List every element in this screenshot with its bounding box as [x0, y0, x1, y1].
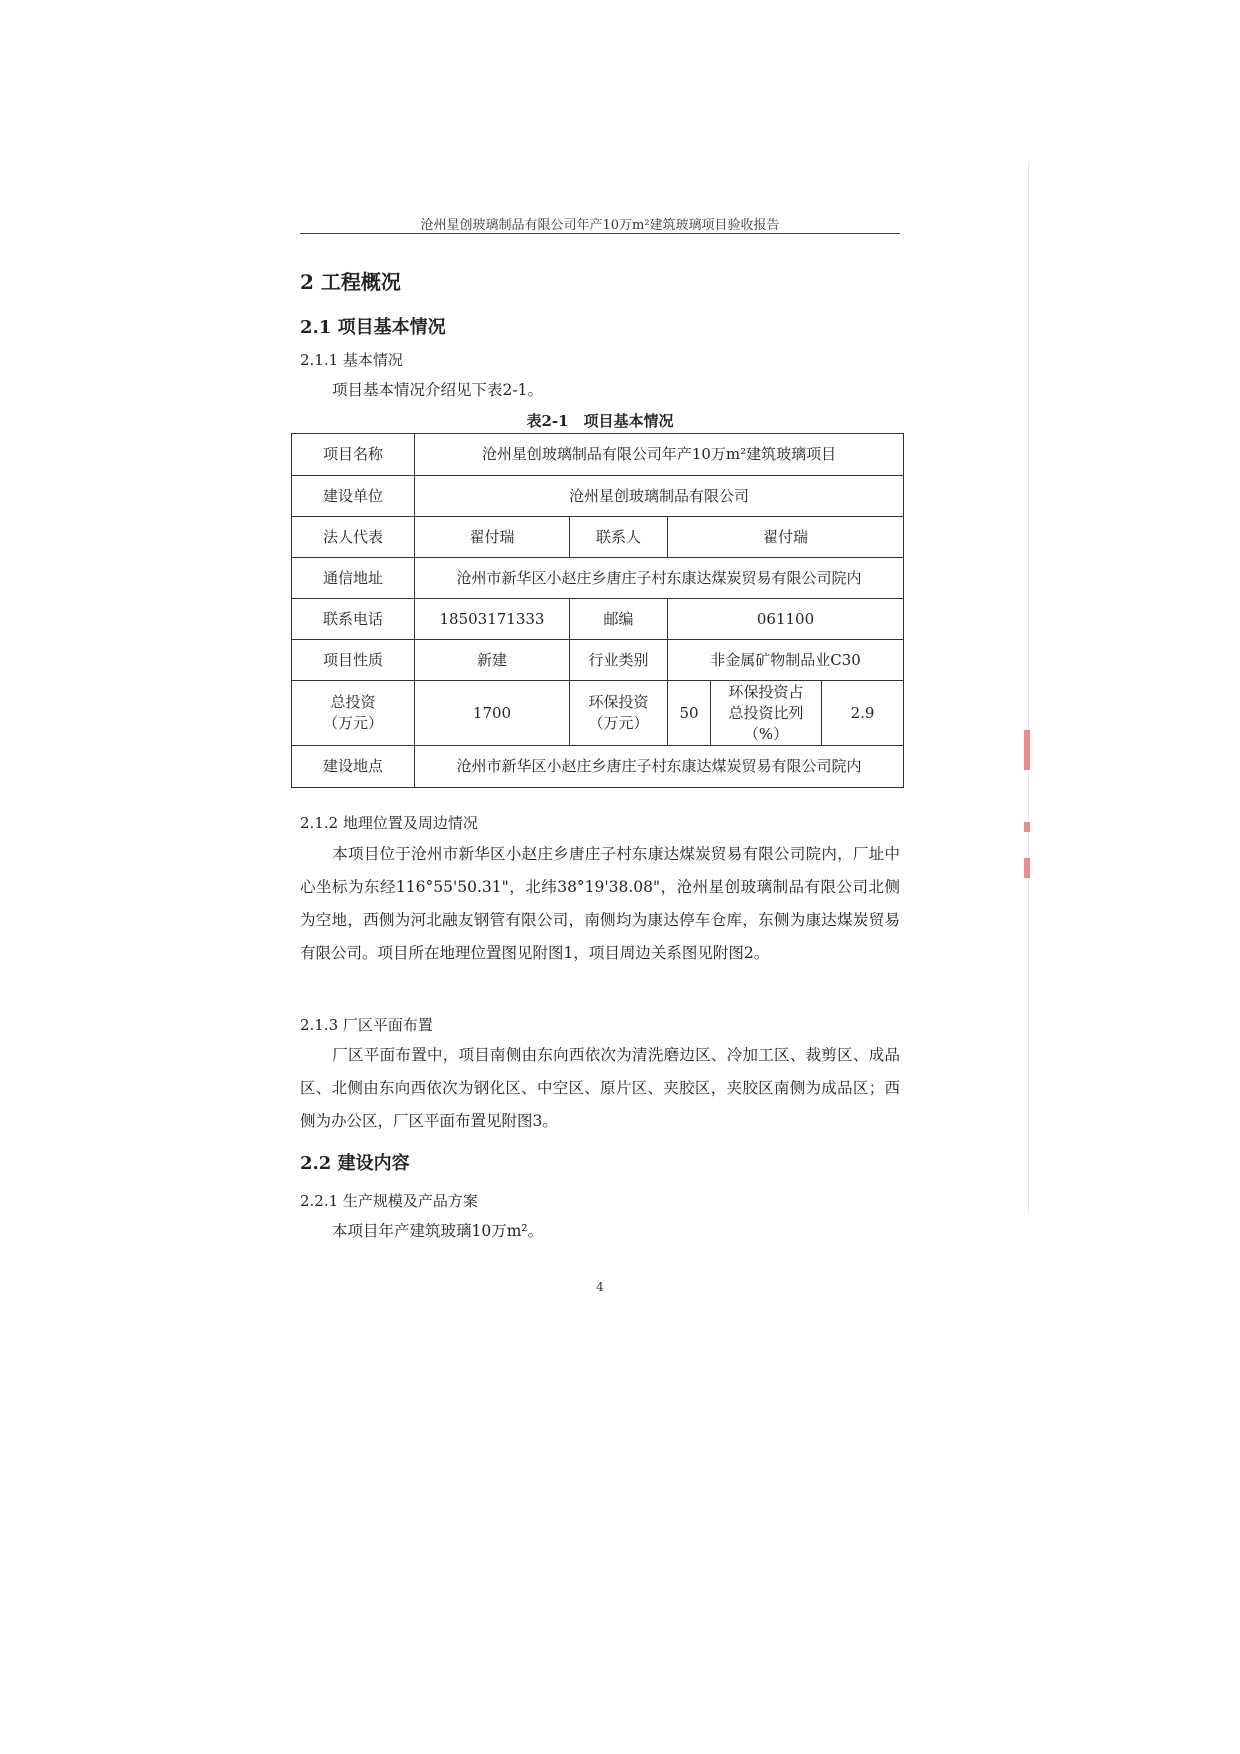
- project-name-value: 沧州星创玻璃制品有限公司年产10万m²建筑玻璃项目: [415, 434, 904, 476]
- ratio-label-line-3: （%）: [743, 724, 789, 743]
- running-header: 沧州星创玻璃制品有限公司年产10万m²建筑玻璃项目验收报告: [420, 218, 780, 233]
- header-rule: [300, 233, 900, 234]
- section-2-heading: 2 工程概况: [300, 270, 401, 294]
- section-2-1-heading: 2.1 项目基本情况: [300, 317, 446, 338]
- scan-edge-line: [1028, 162, 1029, 1212]
- total-invest-label: [292, 681, 415, 746]
- industry-value: 非金属矿物制品业C30: [668, 640, 904, 681]
- table-row: [292, 517, 904, 558]
- env-invest-value: 50: [668, 681, 711, 746]
- builder-label: 建设单位: [292, 476, 415, 517]
- intro-paragraph: [300, 374, 900, 407]
- address-label: 通信地址: [292, 558, 415, 599]
- section-2-1-2-heading: 2.1.2 地理位置及周边情况: [300, 814, 478, 832]
- project-info-table: [291, 433, 904, 788]
- total-invest-label-line-2: （万元）: [322, 714, 383, 732]
- total-invest-value: 1700: [415, 681, 570, 746]
- section-2-2-1-heading: 2.2.1 生产规模及产品方案: [300, 1192, 478, 1210]
- section-2-1-3-heading: 2.1.3 厂区平面布置: [300, 1016, 433, 1034]
- contact-label: 联系人: [570, 517, 668, 558]
- location-text: 本项目位于沧州市新华区小赵庄乡唐庄子村东康达煤炭贸易有限公司院内，厂址中心坐标为东经116°55'50.31"，北纬38°19'38.08"，沧州星创玻璃制品有限公司北侧为空地，西侧为河北融友钢管有限公司，南侧均为康达停车仓库，东侧为康达煤炭贸易有限公司。项目所在地理位置图见附图1，项目周边关系图见附图2。: [300, 845, 900, 962]
- table-row: [292, 476, 904, 517]
- table-row: [292, 681, 904, 746]
- location-paragraph: [300, 838, 900, 970]
- project-name-label: 项目名称: [292, 434, 415, 476]
- phone-value: 18503171333: [415, 599, 570, 640]
- layout-paragraph: [300, 1039, 900, 1138]
- scan-edge-mark: [1024, 730, 1030, 770]
- scale-paragraph: [300, 1215, 900, 1248]
- contact-value: 翟付瑞: [668, 517, 904, 558]
- table-caption: 表2-1 项目基本情况: [526, 412, 674, 430]
- scan-edge-mark: [1024, 822, 1030, 832]
- builder-value: 沧州星创玻璃制品有限公司: [415, 476, 904, 517]
- page-number: 4: [596, 1280, 604, 1294]
- table-row: [292, 746, 904, 788]
- legal-rep-value: 翟付瑞: [415, 517, 570, 558]
- section-2-2-heading: 2.2 建设内容: [300, 1153, 410, 1174]
- scan-edge-mark: [1024, 858, 1030, 878]
- address-value: 沧州市新华区小赵庄乡唐庄子村东康达煤炭贸易有限公司院内: [415, 558, 904, 599]
- ratio-label-line-2: 总投资比列: [728, 703, 804, 722]
- industry-label: 行业类别: [570, 640, 668, 681]
- nature-label: 项目性质: [292, 640, 415, 681]
- postcode-value: 061100: [668, 599, 904, 640]
- table-row: [292, 434, 904, 476]
- env-invest-label-line-2: （万元）: [588, 714, 649, 732]
- ratio-value: 2.9: [822, 681, 904, 746]
- env-invest-label-line-1: 环保投资: [588, 693, 649, 711]
- ratio-label-line-1: 环保投资占: [728, 682, 804, 701]
- phone-label: 联系电话: [292, 599, 415, 640]
- table-row: [292, 599, 904, 640]
- nature-value: 新建: [415, 640, 570, 681]
- intro-text: 项目基本情况介绍见下表2-1。: [332, 381, 543, 399]
- site-label: 建设地点: [292, 746, 415, 788]
- layout-text: 厂区平面布置中，项目南侧由东向西依次为清洗磨边区、冷加工区、裁剪区、成品区、北侧由东向西依次为钢化区、中空区、原片区、夹胶区，夹胶区南侧为成品区；西侧为办公区，厂区平面布置见附图3。: [300, 1046, 900, 1130]
- site-value: 沧州市新华区小赵庄乡唐庄子村东康达煤炭贸易有限公司院内: [415, 746, 904, 788]
- table-row: [292, 558, 904, 599]
- env-invest-label: [570, 681, 668, 746]
- total-invest-label-line-1: 总投资: [330, 693, 376, 711]
- postcode-label: 邮编: [570, 599, 668, 640]
- table-row: [292, 640, 904, 681]
- ratio-label: [711, 681, 822, 746]
- legal-rep-label: 法人代表: [292, 517, 415, 558]
- scale-text: 本项目年产建筑玻璃10万m²。: [332, 1222, 544, 1240]
- section-2-1-1-heading: 2.1.1 基本情况: [300, 351, 403, 369]
